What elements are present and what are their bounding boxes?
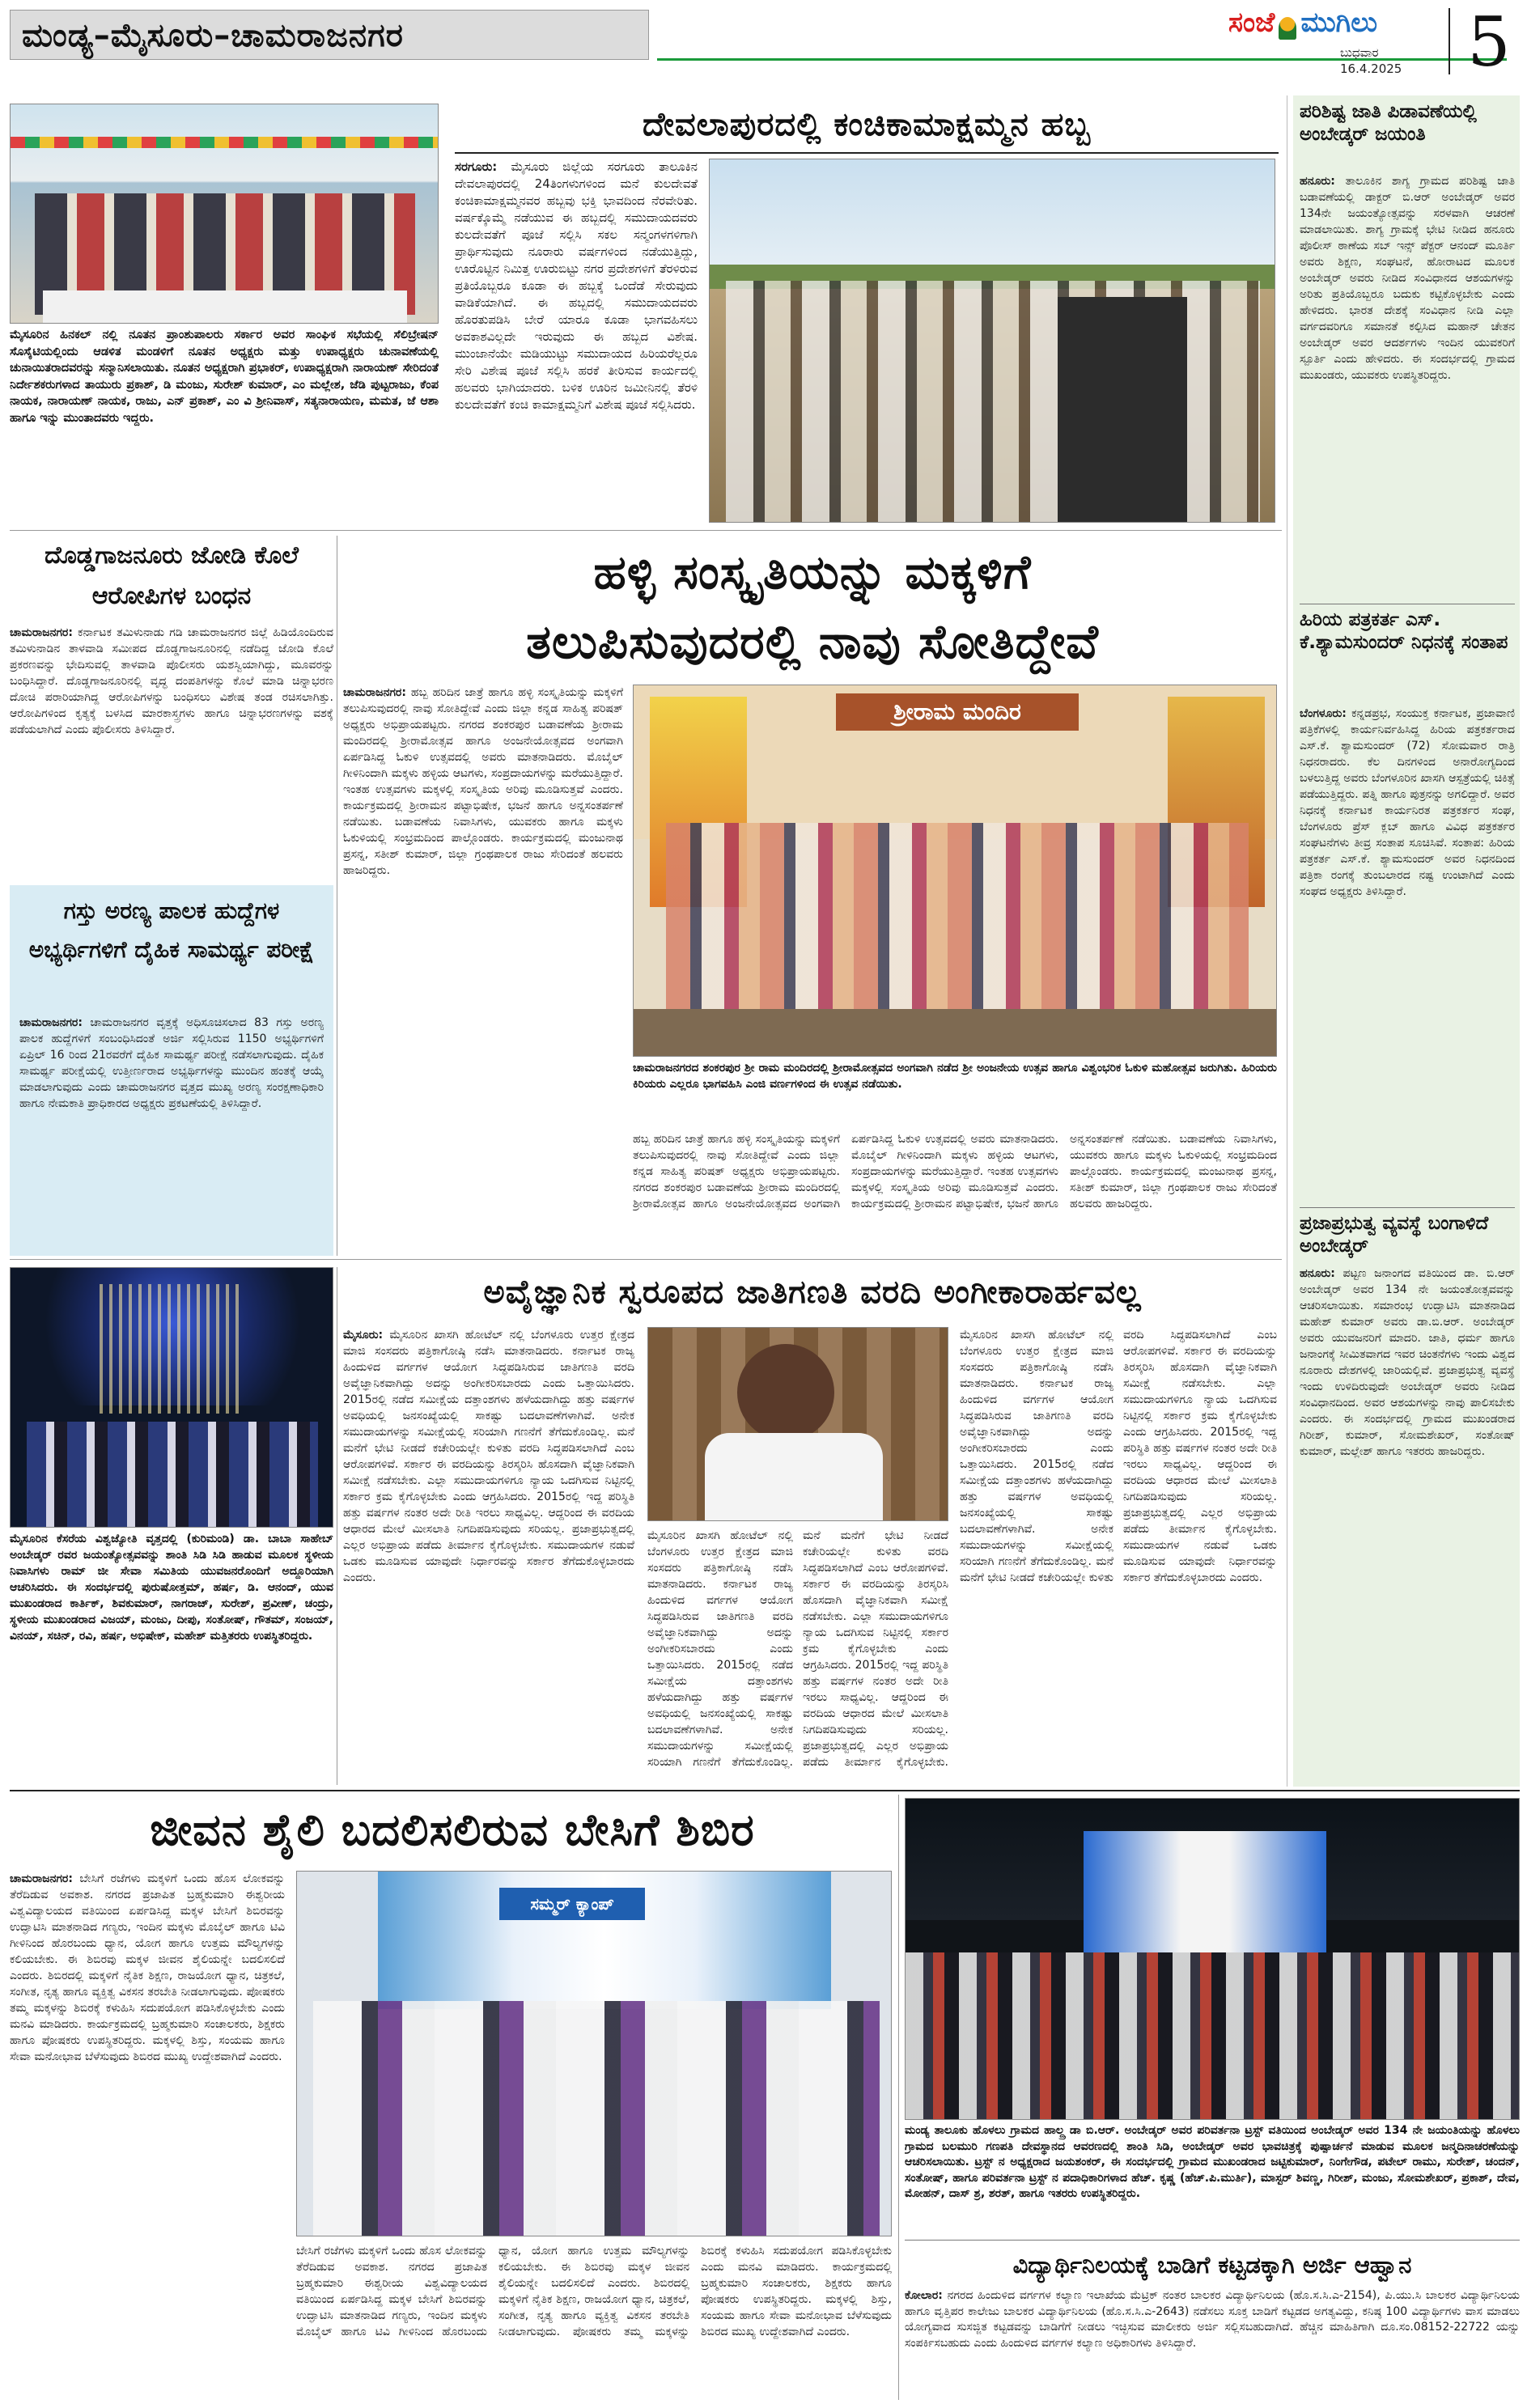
section-title: ಮಂಡ್ಯ–ಮೈಸೂರು–ಚಾಮರಾಜನಗರ: [22, 17, 404, 54]
temple-sign: ಶ್ರೀರಾಮ ಮಂದಿರ: [836, 693, 1079, 731]
village-culture-headline-line2: ತಲುಪಿಸುವುದರಲ್ಲಿ ನಾವು ಸೋತಿದ್ದೇವೆ: [526, 614, 1099, 669]
page-number: 5: [1467, 3, 1511, 81]
arrest-body: [10, 625, 333, 880]
photo-okuli-festival: [633, 685, 1277, 1057]
hostel-dateline: ಕೋಲಾರ:: [905, 2289, 943, 2302]
forest-guard-dateline: ಚಾಮರಾಜನಗರ:: [19, 1016, 83, 1029]
village-culture-headline-line1: ಹಳ್ಳಿ ಸಂಸ್ಕೃತಿಯನ್ನು ಮಕ್ಕಳಿಗೆ: [593, 545, 1032, 600]
vishwajyothi-caption: ಮೈಸೂರಿನ ಕೆಸರೆಯ ವಿಶ್ವಜ್ಯೋತಿ ವೃತ್ತದಲ್ಲಿ (ಕುರಿಮಂಡಿ) ಡಾ. ಬಾಬಾ ಸಾಹೇಬ್ ಅಂಬೇಡ್ಕರ್ ರವರ ಜಯಂತ್ಯೋತ್ಸವವನ್ನು ಶಾಂತಿ ಸಿಡಿ ಸಿಡಿ ಹಾಡುವ ಮೂಲಕ ಸ್ಥಳೀಯ ನಿವಾಸಿಗಳು ರಾಮ್ ಜೀ ಸೇವಾ ಸಮಿತಿಯ ಯುವಜನರೊಂದಿಗೆ ಅದ್ದೂರಿಯಾಗಿ ಆಚರಿಸಿದರು. ಈ ಸಂದರ್ಭದಲ್ಲಿ ಪುರುಷೋತ್ತಮ್, ಹರ್ಷ, ಡಿ. ಆನಂದ್, ಯುವ ಮುಖಂಡರಾದ ಕಾರ್ತಿಕ್, ಶಿವಕುಮಾರ್, ನಾಗರಾಜ್, ಸುರೇಶ್, ಪ್ರವೀಣ್, ಚಂದ್ರು, ಸ್ಥಳೀಯ ಮುಖಂಡರಾದ ವಿಜಯ್, ಮಂಜು, ದೀಪು, ಸಂತೋಷ್, ಗೌತಮ್, ಸಂಜಯ್, ವಿನಯ್, ಸಚಿನ್, ರವಿ, ಹರ್ಷ, ಅಭಿಷೇಕ್, ಮಹೇಶ್ ಮತ್ತಿತರರು ಉಪಸ್ಥಿತರಿದ್ದರು.: [10, 1533, 333, 1643]
photo-former-mp: [647, 1327, 948, 1521]
forest-guard-text: ಚಾಮರಾಜನಗರ ವೃತ್ತಕ್ಕೆ ಅಧಿಸೂಚಿಸಲಾದ 83 ಗಸ್ತು ಅರಣ್ಯ ಪಾಲಕ ಹುದ್ದೆಗಳಿಗೆ ಸಂಬಂಧಿಸಿದಂತೆ ಅರ್ಜಿ ಸಲ್ಲಿಸಿರುವ 1150 ಅಭ್ಯರ್ಥಿಗಳಿಗೆ ಏಪ್ರಿಲ್ 16 ರಿಂದ 21ರವರೆಗೆ ದೈಹಿಕ ಸಾಮರ್ಥ್ಯ ಪರೀಕ್ಷೆ ನಡೆಸಲಾಗುವುದು. ದೈಹಿಕ ಸಾಮರ್ಥ್ಯ ಪರೀಕ್ಷೆಯಲ್ಲಿ ಉತ್ತೀರ್ಣರಾದ ಅಭ್ಯರ್ಥಿಗಳನ್ನು ಮುಂದಿನ ಹಂತಕ್ಕೆ ಆಯ್ಕೆ ಮಾಡಲಾಗುವುದು ಎಂದು ಚಾಮರಾಜನಗರ ವೃತ್ತದ ಮುಖ್ಯ ಅರಣ್ಯ ಸಂರಕ್ಷಣಾಧಿಕಾರಿ ಹಾಗೂ ನೇಮಕಾತಿ ಪ್ರಾಧಿಕಾರದ ಅಧ್ಯಕ್ಷರು ಪ್ರಕಟಣೆಯಲ್ಲಿ ತಿಳಿಸಿದ್ದಾರೆ.: [19, 1016, 324, 1110]
forest-guard-box: [10, 885, 333, 1256]
row4-divider: [898, 1795, 899, 2400]
photo-cricket-caption: ಮೈಸೂರಿನ ಹಿನಕಲ್ ನಲ್ಲಿ ನೂತನ ಪ್ರಾಂಶುಪಾಲರು ಸರ್ಕಾರ ಅವರ ಸಾಂಘಿಕ ಸಭೆಯಲ್ಲಿ ಸೆಲಿಬ್ರೇಷನ್ ಸೊಸೈಟಿಯಲ್ಲಿಂದು ಆಡಳಿತ ಮಂಡಳಿಗೆ ನೂತನ ಅಧ್ಯಕ್ಷರು ಮತ್ತು ಉಪಾಧ್ಯಕ್ಷರು ಚುನಾವಣೆಯಲ್ಲಿ ಚುನಾಯಿತರಾದವರನ್ನು ಸನ್ಮಾನಿಸಲಾಯಿತು. ನೂತನ ಅಧ್ಯಕ್ಷರಾಗಿ ಪ್ರಭಾಕರ್, ಉಪಾಧ್ಯಕ್ಷರಾಗಿ ನಾರಾಯಣ್ ಸೇರಿದಂತೆ ನಿರ್ದೇಶಕರುಗಳಾದ ತಾಯುರು ಪ್ರಕಾಶ್, ಡಿ ಮಂಜು, ಸುರೇಶ್ ಕುಮಾರ್, ಎಂ ಮಲ್ಲೇಶ, ಜೆಡಿ ಪುಟ್ಟರಾಜು, ಕೆಂಪ ನಾಯಕ, ನಾರಾಯಣ್ ನಾಯಕ, ರಾಜು, ಎನ್ ಪ್ರಕಾಶ್, ಎಂ ವಿ ಶ್ರೀನಿವಾಸ್, ಸತ್ಯನಾರಾಯಣ, ಮಮತ, ಜೆ ಆಶಾ ಹಾಗೂ ಇನ್ನು ಮುಂತಾದವರು ಇದ್ದರು.: [10, 329, 439, 425]
caste-census-text: ಮೈಸೂರಿನ ಖಾಸಗಿ ಹೋಟೆಲ್ ನಲ್ಲಿ ಬೆಂಗಳೂರು ಉತ್ತರ ಕ್ಷೇತ್ರದ ಮಾಜಿ ಸಂಸದರು ಪತ್ರಿಕಾಗೋಷ್ಠಿ ನಡೆಸಿ ಮಾತನಾಡಿದರು. ಕರ್ನಾಟಕ ರಾಜ್ಯ ಹಿಂದುಳಿದ ವರ್ಗಗಳ ಆಯೋಗ ಸಿದ್ಧಪಡಿಸಿರುವ ಜಾತಿಗಣತಿ ವರದಿ ಅವೈಜ್ಞಾನಿಕವಾಗಿದ್ದು ಅದನ್ನು ಅಂಗೀಕರಿಸಬಾರದು ಎಂದು ಒತ್ತಾಯಿಸಿದರು. 2015ರಲ್ಲಿ ನಡೆದ ಸಮೀಕ್ಷೆಯ ದತ್ತಾಂಶಗಳು ಹಳೆಯದಾಗಿದ್ದು ಹತ್ತು ವರ್ಷಗಳ ಅವಧಿಯಲ್ಲಿ ಜನಸಂಖ್ಯೆಯಲ್ಲಿ ಸಾಕಷ್ಟು ಬದಲಾವಣೆಗಳಾಗಿವೆ. ಅನೇಕ ಸಮುದಾಯಗಳನ್ನು ಸಮೀಕ್ಷೆಯಲ್ಲಿ ಸರಿಯಾಗಿ ಗಣನೆಗೆ ತೆಗೆದುಕೊಂಡಿಲ್ಲ. ಮನೆ ಮನೆಗೆ ಭೇಟಿ ನೀಡದೆ ಕಚೇರಿಯಲ್ಲೇ ಕುಳಿತು ವರದಿ ಸಿದ್ಧಪಡಿಸಲಾಗಿದೆ ಎಂಬ ಆರೋಪಗಳಿವೆ. ಸರ್ಕಾರ ಈ ವರದಿಯನ್ನು ತಿರಸ್ಕರಿಸಿ ಹೊಸದಾಗಿ ವೈಜ್ಞಾನಿಕವಾಗಿ ಸಮೀಕ್ಷೆ ನಡೆಸಬೇಕು. ಎಲ್ಲಾ ಸಮುದಾಯಗಳಿಗೂ ನ್ಯಾಯ ಒದಗಿಸುವ ನಿಟ್ಟಿನಲ್ಲಿ ಸರ್ಕಾರ ಕ್ರಮ ಕೈಗೊಳ್ಳಬೇಕು ಎಂದು ಆಗ್ರಹಿಸಿದರು. 2015ರಲ್ಲಿ ಇದ್ದ ಪರಿಸ್ಥಿತಿ ಹತ್ತು ವರ್ಷಗಳ ನಂತರ ಅದೇ ರೀತಿ ಇರಲು ಸಾಧ್ಯವಿಲ್ಲ. ಆದ್ದರಿಂದ ಈ ವರದಿಯ ಆಧಾರದ ಮೇಲೆ ಮೀಸಲಾತಿ ನಿಗದಿಪಡಿಸುವುದು ಸರಿಯಲ್ಲ. ಪ್ರಜಾಪ್ರಭುತ್ವದಲ್ಲಿ ಎಲ್ಲರ ಅಭಿಪ್ರಾಯ ಪಡೆದು ತೀರ್ಮಾನ ಕೈಗೊಳ್ಳಬೇಕು. ಸಮುದಾಯಗಳ ನಡುವೆ ಒಡಕು ಮೂಡಿಸುವ ಯಾವುದೇ ನಿರ್ಧಾರವನ್ನು ಸರ್ಕಾರ ತೆಗೆದುಕೊಳ್ಳಬಾರದು ಎಂದರು.: [343, 1329, 634, 1584]
hostel-text: ನಗರದ ಹಿಂದುಳಿದ ವರ್ಗಗಳ ಕಲ್ಯಾಣ ಇಲಾಖೆಯ ಮೆಟ್ರಿಕ್ ನಂತರ ಬಾಲಕರ ವಿದ್ಯಾರ್ಥಿನಿಲಯ (ಹೊ.ಸ.ಸಿ.ಎ-2154), ಪಿ.ಯು.ಸಿ ಬಾಲಕರ ವಿದ್ಯಾರ್ಥಿನಿಲಯ ಹಾಗೂ ವೃತ್ತಿಪರ ಕಾಲೇಜು ಬಾಲಕರ ವಿದ್ಯಾರ್ಥಿನಿಲಯ (ಹೊ.ಸ.ಸಿ.ಎ-2643) ನಡೆಸಲು ಸೂಕ್ತ ಬಾಡಿಗೆ ಕಟ್ಟಡದ ಅಗತ್ಯವಿದ್ದು, ಕನಿಷ್ಠ 100 ವಿದ್ಯಾರ್ಥಿಗಳು ವಾಸ ಮಾಡಲು ಯೋಗ್ಯವಾದ ಸುಸಜ್ಜಿತ ಕಟ್ಟಡವನ್ನು ಬಾಡಿಗೆಗೆ ನೀಡಲು ಇಚ್ಛಿಸುವ ಮಾಲೀಕರು ಅರ್ಜಿ ಸಲ್ಲಿಸಬಹುದಾಗಿದೆ. ಹೆಚ್ಚಿನ ಮಾಹಿತಿಗಾಗಿ ದೂ.ಸಂ.08152-22722 ಯನ್ನು ಸಂಪರ್ಕಿಸಬಹುದು ಎಂದು ಹಿಂದುಳಿದ ವರ್ಗಗಳ ಕಲ್ಯಾಣ ಅಧಿಕಾರಿಗಳು ತಿಳಿಸಿದ್ದಾರೆ.: [905, 2289, 1520, 2350]
forest-guard-headline: ಗಸ್ತು ಅರಣ್ಯ ಪಾಲಕ ಹುದ್ದೆಗಳ ಅಭ್ಯರ್ಥಿಗಳಿಗೆ ದೈಹಿಕ ಸಾಮರ್ಥ್ಯ ಪರೀಕ್ಷೆ: [28, 897, 315, 963]
caste-census-col1: [343, 1327, 634, 1783]
holalu-caption: ಮಂಡ್ಯ ತಾಲೂಕು ಹೊಳಲು ಗ್ರಾಮದ ಹಾಲ್ದ್ರ ಡಾ ಬಿ.ಆರ್. ಅಂಬೇಡ್ಕರ್ ಅವರ ಪರಿವರ್ತನಾ ಟ್ರಸ್ಟ್ ವತಿಯಿಂದ ಅಂಬೇಡ್ಕರ್ ಅವರ 134 ನೇ ಜಯಂತಿಯನ್ನು ಹೊಳಲು ಗ್ರಾಮದ ಬಲಮುರಿ ಗಣಪತಿ ದೇವಸ್ಥಾನದ ಆವರಣದಲ್ಲಿ ಶಾಂತಿ ಸಿಡಿ, ಅಂಬೇಡ್ಕರ್ ಅವರ ಭಾವಚಿತ್ರಕ್ಕೆ ಪುಷ್ಪಾರ್ಚನೆ ಮಾಡುವ ಮೂಲಕ ಜನ್ಮದಿನಾಚರಣೆಯನ್ನು ಆಚರಿಸಲಾಯಿತು. ಟ್ರಸ್ಟ್ ನ ಅಧ್ಯಕ್ಷರಾದ ಜಯಶಂಕರ್, ಈ ಸಂದರ್ಭದಲ್ಲಿ ಗ್ರಾಮದ ಮುಖಂಡರಾದ ಜಟ್ಟಿಕುಮಾರ್, ನಿಂಗೇಗೌಡ, ಪಟೇಲ್ ರಾಮು, ಸುರೇಶ್, ಚಂದನ್, ಸಂತೋಷ್, ಹಾಗೂ ಪರಿವರ್ತನಾ ಟ್ರಸ್ಟ್ ನ ಪದಾಧಿಕಾರಿಗಳಾದ ಹೆಚ್. ಕೃಷ್ಣ (ಹೆಚ್.ಪಿ.ಮುರ್ತಿ), ಮಾಸ್ಟರ್ ಶಿವಣ್ಣ, ಗಿರೀಶ್, ಮಂಜು, ಸೋಮಶೇಖರ್, ಪ್ರಕಾಶ್, ದೇವ, ಮೋಹನ್, ದಾಸ್ ಶ್ರ, ಶರತ್, ಹಾಗೂ ಇತರರು ಉಪಸ್ಥಿತರಿದ್ದರು.: [905, 2124, 1520, 2200]
prajaprabhutva-headline: ಪ್ರಜಾಪ್ರಭುತ್ವ ವ್ಯವಸ್ಥೆ ಬಂಗಾಳಿದೆ ಅಂಬೇಡ್ಕರ್: [1300, 1213, 1489, 1257]
hostel-body: [905, 2288, 1520, 2400]
village-culture-continued: [633, 1131, 1277, 1251]
shyamasundar-headline: ಹಿರಿಯ ಪತ್ರಕರ್ತ ಎಸ್. ಕೆ.ಶ್ಯಾಮಸುಂದರ್ ನಿಧನಕ್ಕೆ ಸಂತಾಪ: [1300, 609, 1508, 653]
summer-camp-col2: [296, 2243, 892, 2398]
photo-holalu-ambedkar: [905, 1798, 1520, 2120]
village-culture-text: ಹಬ್ಬ ಹರಿದಿನ ಜಾತ್ರೆ ಹಾಗೂ ಹಳ್ಳಿ ಸಂಸ್ಕೃತಿಯನ್ನು ಮಕ್ಕಳಿಗೆ ತಲುಪಿಸುವುದರಲ್ಲಿ ನಾವು ಸೋತಿದ್ದೇವೆ ಎಂದು ಜಿಲ್ಲಾ ಕನ್ನಡ ಸಾಹಿತ್ಯ ಪರಿಷತ್ ಅಧ್ಯಕ್ಷರು ಅಭಿಪ್ರಾಯಪಟ್ಟರು. ನಗರದ ಶಂಕರಪುರ ಬಡಾವಣೆಯ ಶ್ರೀರಾಮ ಮಂದಿರದಲ್ಲಿ ಶ್ರೀರಾಮೋತ್ಸವ ಹಾಗೂ ಅಂಜನೇಯೋತ್ಸವದ ಅಂಗವಾಗಿ ಏರ್ಪಡಿಸಿದ್ದ ಓಕುಳಿ ಉತ್ಸವದಲ್ಲಿ ಅವರು ಮಾತನಾಡಿದರು. ಮೊಬೈಲ್ ಗೀಳಿನಿಂದಾಗಿ ಮಕ್ಕಳು ಹಳ್ಳಿಯ ಆಟಗಳು, ಸಂಪ್ರದಾಯಗಳನ್ನು ಮರೆಯುತ್ತಿದ್ದಾರೆ. ಇಂತಹ ಉತ್ಸವಗಳು ಮಕ್ಕಳಲ್ಲಿ ಸಂಸ್ಕೃತಿಯ ಅರಿವು ಮೂಡಿಸುತ್ತವೆ ಎಂದರು. ಕಾರ್ಯಕ್ರಮದಲ್ಲಿ ಶ್ರೀರಾಮನ ಪಟ್ಟಾಭಿಷೇಕ, ಭಜನೆ ಹಾಗೂ ಅನ್ನಸಂತರ್ಪಣೆ ನಡೆಯಿತು. ಬಡಾವಣೆಯ ನಿವಾಸಿಗಳು, ಯುವಕರು ಹಾಗೂ ಮಕ್ಕಳು ಓಕುಳಿಯಲ್ಲಿ ಸಂಭ್ರಮದಿಂದ ಪಾಲ್ಗೊಂಡರು. ಕಾರ್ಯಕ್ರಮದಲ್ಲಿ ಮಂಜುನಾಥ ಪ್ರಸನ್ನ, ಸತೀಶ್ ಕುಮಾರ್, ಜಿಲ್ಲಾ ಗ್ರಂಥಪಾಲಕ ರಾಜು ಸೇರಿದಂತೆ ಹಲವರು ಹಾಜರಿದ್ದರು.: [343, 686, 623, 877]
issue-weekday: ಬುಧವಾರ: [1340, 45, 1379, 60]
ambedkar-jayanti-text: ತಾಲೂಕಿನ ಶಾಗ್ಯ ಗ್ರಾಮದ ಪರಿಶಿಷ್ಟ ಜಾತಿ ಬಡಾವಣೆಯಲ್ಲಿ ಡಾಕ್ಟರ್ ಬಿ.ಆರ್ ಅಂಬೇಡ್ಕರ್ ಅವರ 134ನೇ ಜಯಂತ್ಯೋತ್ಸವನ್ನು ಸರಳವಾಗಿ ಆಚರಣೆ ಮಾಡಲಾಯಿತು. ಶಾಗ್ಯ ಗ್ರಾಮಕ್ಕೆ ಭೇಟಿ ನೀಡಿದ ಹನೂರು ಪೊಲೀಸ್ ಠಾಣೆಯ ಸಬ್ ಇನ್ಸ್ ಪೆಕ್ಟರ್ ಆನಂದ್ ಮೂರ್ತಿ ಅವರು ಶಿಕ್ಷಣ, ಸಂಘಟನೆ, ಹೋರಾಟದ ಮೂಲಕ ಅಂಬೇಡ್ಕರ್ ಅವರು ನೀಡಿದ ಸಂವಿಧಾನದ ಆಶಯಗಳನ್ನು ಅರಿತು ಪ್ರತಿಯೊಬ್ಬರೂ ಬದುಕು ಕಟ್ಟಿಕೊಳ್ಳಬೇಕು ಎಂದು ಹೇಳಿದರು. ಭಾರತ ದೇಶಕ್ಕೆ ಸಂವಿಧಾನ ನೀಡಿ ಎಲ್ಲಾ ವರ್ಗದವರಿಗೂ ಸಮಾನತೆ ಕಲ್ಪಿಸಿದ ಮಹಾನ್ ಚೇತನ ಅಂಬೇಡ್ಕರ್ ಅವರ ಆದರ್ಶಗಳು ಇಂದಿನ ಯುವಕರಿಗೆ ಸ್ಪೂರ್ತಿ ಎಂದು ಹೇಳಿದರು. ಈ ಸಂದರ್ಭದಲ್ಲಿ ಗ್ರಾಮದ ಮುಖಂಡರು, ಯುವಕರು ಉಪಸ್ಥಿತರಿದ್ದರು.: [1300, 175, 1515, 382]
village-culture-text-continued: ಹಬ್ಬ ಹರಿದಿನ ಜಾತ್ರೆ ಹಾಗೂ ಹಳ್ಳಿ ಸಂಸ್ಕೃತಿಯನ್ನು ಮಕ್ಕಳಿಗೆ ತಲುಪಿಸುವುದರಲ್ಲಿ ನಾವು ಸೋತಿದ್ದೇವೆ ಎಂದು ಜಿಲ್ಲಾ ಕನ್ನಡ ಸಾಹಿತ್ಯ ಪರಿಷತ್ ಅಧ್ಯಕ್ಷರು ಅಭಿಪ್ರಾಯಪಟ್ಟರು. ನಗರದ ಶಂಕರಪುರ ಬಡಾವಣೆಯ ಶ್ರೀರಾಮ ಮಂದಿರದಲ್ಲಿ ಶ್ರೀರಾಮೋತ್ಸವ ಹಾಗೂ ಅಂಜನೇಯೋತ್ಸವದ ಅಂಗವಾಗಿ ಏರ್ಪಡಿಸಿದ್ದ ಓಕುಳಿ ಉತ್ಸವದಲ್ಲಿ ಅವರು ಮಾತನಾಡಿದರು. ಮೊಬೈಲ್ ಗೀಳಿನಿಂದಾಗಿ ಮಕ್ಕಳು ಹಳ್ಳಿಯ ಆಟಗಳು, ಸಂಪ್ರದಾಯಗಳನ್ನು ಮರೆಯುತ್ತಿದ್ದಾರೆ. ಇಂತಹ ಉತ್ಸವಗಳು ಮಕ್ಕಳಲ್ಲಿ ಸಂಸ್ಕೃತಿಯ ಅರಿವು ಮೂಡಿಸುತ್ತವೆ ಎಂದರು. ಕಾರ್ಯಕ್ರಮದಲ್ಲಿ ಶ್ರೀರಾಮನ ಪಟ್ಟಾಭಿಷೇಕ, ಭಜನೆ ಹಾಗೂ ಅನ್ನಸಂತರ್ಪಣೆ ನಡೆಯಿತು. ಬಡಾವಣೆಯ ನಿವಾಸಿಗಳು, ಯುವಕರು ಹಾಗೂ ಮಕ್ಕಳು ಓಕುಳಿಯಲ್ಲಿ ಸಂಭ್ರಮದಿಂದ ಪಾಲ್ಗೊಂಡರು. ಕಾರ್ಯಕ್ರಮದಲ್ಲಿ ಮಂಜುನಾಥ ಪ್ರಸನ್ನ, ಸತೀಶ್ ಕುಮಾರ್, ಜಿಲ್ಲಾ ಗ್ರಂಥಪಾಲಕ ರಾಜು ಸೇರಿದಂತೆ ಹಲವರು ಹಾಜರಿದ್ದರು.: [633, 1133, 1277, 1210]
hostel-headline: ವಿದ್ಯಾರ್ಥಿನಿಲಯಕ್ಕೆ ಬಾಡಿಗೆ ಕಟ್ಟಡಕ್ಕಾಗಿ ಅರ್ಜಿ ಆಹ್ವಾನ: [1012, 2251, 1412, 2279]
kanchikamakshi-body: [455, 159, 698, 526]
shyamasundar-text: ಕನ್ನಡಪ್ರಭ, ಸಂಯುಕ್ತ ಕರ್ನಾಟಕ, ಪ್ರಜಾವಾಣಿ ಪತ್ರಿಕೆಗಳಲ್ಲಿ ಕಾರ್ಯನಿರ್ವಹಿಸಿದ್ದ ಹಿರಿಯ ಪತ್ರಕರ್ತರಾದ ಎಸ್.ಕೆ. ಶ್ಯಾಮಸುಂದರ್ (72) ಸೋಮವಾರ ರಾತ್ರಿ ನಿಧನರಾದರು. ಕೆಲ ದಿನಗಳಿಂದ ಅನಾರೋಗ್ಯದಿಂದ ಬಳಲುತ್ತಿದ್ದ ಅವರು ಬೆಂಗಳೂರಿನ ಖಾಸಗಿ ಆಸ್ಪತ್ರೆಯಲ್ಲಿ ಚಿಕಿತ್ಸೆ ಪಡೆಯುತ್ತಿದ್ದರು. ಪತ್ನಿ ಹಾಗೂ ಪುತ್ರನನ್ನು ಅಗಲಿದ್ದಾರೆ. ಅವರ ನಿಧನಕ್ಕೆ ಕರ್ನಾಟಕ ಕಾರ್ಯನಿರತ ಪತ್ರಕರ್ತರ ಸಂಘ, ಬೆಂಗಳೂರು ಪ್ರೆಸ್ ಕ್ಲಬ್ ಹಾಗೂ ವಿವಿಧ ಪತ್ರಕರ್ತರ ಸಂಘಟನೆಗಳು ತೀವ್ರ ಸಂತಾಪ ಸೂಚಿಸಿವೆ. ಸಂತಾಪ: ಹಿರಿಯ ಪತ್ರಕರ್ತ ಎಸ್.ಕೆ. ಶ್ಯಾಮಸುಂದರ್ ಅವರ ನಿಧನದಿಂದ ಪತ್ರಿಕಾ ರಂಗಕ್ಕೆ ತುಂಬಲಾರದ ನಷ್ಟ ಉಂಟಾಗಿದೆ ಎಂದು ಸಂಘದ ಅಧ್ಯಕ್ಷರು ತಿಳಿಸಿದ್ದಾರೆ.: [1300, 707, 1515, 898]
palm-logo-icon: [1279, 17, 1296, 40]
summer-camp-headline: ಜೀವನ ಶೈಲಿ ಬದಲಿಸಲಿರುವ ಬೇಸಿಗೆ ಶಿಬಿರ: [150, 1804, 755, 1855]
prajaprabhutva-body: [1300, 1265, 1515, 1780]
ambedkar-jayanti-dateline: ಹನೂರು:: [1300, 175, 1335, 188]
okuli-photo-caption: ಚಾಮರಾಜನಗರದ ಶಂಕರಪುರ ಶ್ರೀ ರಾಮ ಮಂದಿರದಲ್ಲಿ ಶ್ರೀರಾಮೋತ್ಸವದ ಅಂಗವಾಗಿ ನಡೆದ ಶ್ರೀ ಅಂಜನೇಯ ಉತ್ಸವ ಹಾಗೂ ವಿಶ್ವಂಭರಿಕ ಓಕುಳಿ ಮಹೋತ್ಸವ ಜರುಗಿತು. ಹಿರಿಯರು ಕಿರಿಯರು ಎಲ್ಲರೂ ಭಾಗವಹಿಸಿ ಎಂಜಿ ವರ್ಣಗಳಿಂದ ಈ ಉತ್ಸವ ನಡೆಯಿತು.: [633, 1062, 1277, 1091]
summer-camp-dateline: ಚಾಮರಾಜನಗರ:: [10, 1872, 73, 1885]
photo-summer-camp: [296, 1871, 892, 2236]
kanchikamakshi-headline: ದೇವಲಾಪುರದಲ್ಲಿ ಕಂಚಿಕಾಮಾಕ್ಷಮ್ಮನ ಹಬ್ಬ: [455, 95, 1279, 154]
arrest-dateline: ಚಾಮರಾಜನಗರ:: [10, 626, 73, 639]
summer-camp-text-2: ಬೇಸಿಗೆ ರಜೆಗಳು ಮಕ್ಕಳಿಗೆ ಒಂದು ಹೊಸ ಲೋಕವನ್ನು ತೆರೆದಿಡುವ ಅವಕಾಶ. ನಗರದ ಪ್ರಜಾಪಿತ ಬ್ರಹ್ಮಕುಮಾರಿ ಈಶ್ವರೀಯ ವಿಶ್ವವಿದ್ಯಾಲಯದ ವತಿಯಿಂದ ಏರ್ಪಡಿಸಿದ್ದ ಮಕ್ಕಳ ಬೇಸಿಗೆ ಶಿಬಿರವನ್ನು ಉದ್ಘಾಟಿಸಿ ಮಾತನಾಡಿದ ಗಣ್ಯರು, ಇಂದಿನ ಮಕ್ಕಳು ಮೊಬೈಲ್ ಹಾಗೂ ಟಿವಿ ಗೀಳಿನಿಂದ ಹೊರಬಂದು ಧ್ಯಾನ, ಯೋಗ ಹಾಗೂ ಉತ್ತಮ ಮೌಲ್ಯಗಳನ್ನು ಕಲಿಯಬೇಕು. ಈ ಶಿಬಿರವು ಮಕ್ಕಳ ಜೀವನ ಶೈಲಿಯನ್ನೇ ಬದಲಿಸಲಿದೆ ಎಂದರು. ಶಿಬಿರದಲ್ಲಿ ಮಕ್ಕಳಿಗೆ ನೈತಿಕ ಶಿಕ್ಷಣ, ರಾಜಯೋಗ ಧ್ಯಾನ, ಚಿತ್ರಕಲೆ, ಸಂಗೀತ, ನೃತ್ಯ ಹಾಗೂ ವ್ಯಕ್ತಿತ್ವ ವಿಕಸನ ತರಬೇತಿ ನೀಡಲಾಗುವುದು. ಪೋಷಕರು ತಮ್ಮ ಮಕ್ಕಳನ್ನು ಶಿಬಿರಕ್ಕೆ ಕಳುಹಿಸಿ ಸದುಪಯೋಗ ಪಡಿಸಿಕೊಳ್ಳಬೇಕು ಎಂದು ಮನವಿ ಮಾಡಿದರು. ಕಾರ್ಯಕ್ರಮದಲ್ಲಿ ಬ್ರಹ್ಮಕುಮಾರಿ ಸಂಚಾಲಕರು, ಶಿಕ್ಷಕರು ಹಾಗೂ ಪೋಷಕರು ಉಪಸ್ಥಿತರಿದ್ದರು. ಮಕ್ಕಳಲ್ಲಿ ಶಿಸ್ತು, ಸಂಯಮ ಹಾಗೂ ಸೇವಾ ಮನೋಭಾವ ಬೆಳೆಸುವುದು ಶಿಬಿರದ ಮುಖ್ಯ ಉದ್ದೇಶವಾಗಿದೆ ಎಂದರು.: [296, 2245, 892, 2338]
arrest-headline: ದೊಡ್ಡಗಾಜನೂರು ಜೋಡಿ ಕೊಲೆ ಆರೋಪಿಗಳ ಬಂಧನ: [45, 541, 299, 610]
row2-rule: [10, 1259, 1282, 1260]
paper-name-sanje: ಸಂಜೆ: [1228, 6, 1275, 39]
caste-census-col2: [647, 1528, 948, 1783]
photo-vishwajyothi-circle: [10, 1267, 333, 1528]
photo-cricket-society: [10, 104, 439, 324]
ambedkar-jayanti-headline: ಪರಿಶಿಷ್ಟ ಜಾತಿ ಪಿಡಾವಣೆಯಲ್ಲಿ ಅಂಬೇಡ್ಕರ್ ಜಯಂತಿ: [1300, 101, 1477, 145]
photo-kanchikamakshi-festival: [709, 159, 1275, 523]
row3-rule: [10, 1790, 1520, 1791]
summer-camp-col1: [10, 1871, 285, 2398]
caste-census-text-3: ಮೈಸೂರಿನ ಖಾಸಗಿ ಹೋಟೆಲ್ ನಲ್ಲಿ ಬೆಂಗಳೂರು ಉತ್ತರ ಕ್ಷೇತ್ರದ ಮಾಜಿ ಸಂಸದರು ಪತ್ರಿಕಾಗೋಷ್ಠಿ ನಡೆಸಿ ಮಾತನಾಡಿದರು. ಕರ್ನಾಟಕ ರಾಜ್ಯ ಹಿಂದುಳಿದ ವರ್ಗಗಳ ಆಯೋಗ ಸಿದ್ಧಪಡಿಸಿರುವ ಜಾತಿಗಣತಿ ವರದಿ ಅವೈಜ್ಞಾನಿಕವಾಗಿದ್ದು ಅದನ್ನು ಅಂಗೀಕರಿಸಬಾರದು ಎಂದು ಒತ್ತಾಯಿಸಿದರು. 2015ರಲ್ಲಿ ನಡೆದ ಸಮೀಕ್ಷೆಯ ದತ್ತಾಂಶಗಳು ಹಳೆಯದಾಗಿದ್ದು ಹತ್ತು ವರ್ಷಗಳ ಅವಧಿಯಲ್ಲಿ ಜನಸಂಖ್ಯೆಯಲ್ಲಿ ಸಾಕಷ್ಟು ಬದಲಾವಣೆಗಳಾಗಿವೆ. ಅನೇಕ ಸಮುದಾಯಗಳನ್ನು ಸಮೀಕ್ಷೆಯಲ್ಲಿ ಸರಿಯಾಗಿ ಗಣನೆಗೆ ತೆಗೆದುಕೊಂಡಿಲ್ಲ. ಮನೆ ಮನೆಗೆ ಭೇಟಿ ನೀಡದೆ ಕಚೇರಿಯಲ್ಲೇ ಕುಳಿತು ವರದಿ ಸಿದ್ಧಪಡಿಸಲಾಗಿದೆ ಎಂಬ ಆರೋಪಗಳಿವೆ. ಸರ್ಕಾರ ಈ ವರದಿಯನ್ನು ತಿರಸ್ಕರಿಸಿ ಹೊಸದಾಗಿ ವೈಜ್ಞಾನಿಕವಾಗಿ ಸಮೀಕ್ಷೆ ನಡೆಸಬೇಕು. ಎಲ್ಲಾ ಸಮುದಾಯಗಳಿಗೂ ನ್ಯಾಯ ಒದಗಿಸುವ ನಿಟ್ಟಿನಲ್ಲಿ ಸರ್ಕಾರ ಕ್ರಮ ಕೈಗೊಳ್ಳಬೇಕು ಎಂದು ಆಗ್ರಹಿಸಿದರು. 2015ರಲ್ಲಿ ಇದ್ದ ಪರಿಸ್ಥಿತಿ ಹತ್ತು ವರ್ಷಗಳ ನಂತರ ಅದೇ ರೀತಿ ಇರಲು ಸಾಧ್ಯವಿಲ್ಲ. ಆದ್ದರಿಂದ ಈ ವರದಿಯ ಆಧಾರದ ಮೇಲೆ ಮೀಸಲಾತಿ ನಿಗದಿಪಡಿಸುವುದು ಸರಿಯಲ್ಲ. ಪ್ರಜಾಪ್ರಭುತ್ವದಲ್ಲಿ ಎಲ್ಲರ ಅಭಿಪ್ರಾಯ ಪಡೆದು ತೀರ್ಮಾನ ಕೈಗೊಳ್ಳಬೇಕು. ಸಮುದಾಯಗಳ ನಡುವೆ ಒಡಕು ಮೂಡಿಸುವ ಯಾವುದೇ ನಿರ್ಧಾರವನ್ನು ಸರ್ಕಾರ ತೆಗೆದುಕೊಳ್ಳಬಾರದು ಎಂದರು.: [960, 1329, 1277, 1584]
summer-camp-banner: ಸಮ್ಮರ್ ಕ್ಯಾಂಪ್: [378, 1872, 831, 2009]
section-banner: [10, 10, 649, 60]
right-rule-2: [1300, 1207, 1515, 1208]
row1-rule: [10, 530, 1282, 531]
page-number-divider: [1449, 8, 1450, 74]
kanchikamakshi-text: ಮೈಸೂರು ಜಿಲ್ಲೆಯ ಸರಗೂರು ತಾಲೂಕಿನ ದೇವಲಾಪುರದಲ್ಲಿ 24ತಿಂಗಳುಗಳಿಂದ ಮನೆ ಕುಲದೇವತೆ ಕಂಚಿಕಾಮಾಕ್ಷಮ್ಮನವರ ಹಬ್ಬವು ಭಕ್ತಿ ಭಾವದಿಂದ ನೆರವೇರಿತು. ವರ್ಷಕ್ಕೊಮ್ಮೆ ನಡೆಯುವ ಈ ಹಬ್ಬದಲ್ಲಿ ಸಮುದಾಯದವರು ಕುಲದೇವತೆಗೆ ಪೂಜೆ ಸಲ್ಲಿಸಿ ಸಕಲ ಸನ್ಮಂಗಳಗಳಿಗಾಗಿ ಪ್ರಾರ್ಥಿಸುವುದು ನೂರಾರು ವರ್ಷಗಳಿಂದ ನಡೆಯುತ್ತಿದ್ದು, ಊರೊಟ್ಟಿನ ನಿಮಿತ್ತ ಊರುಬಿಟ್ಟು ನಗರ ಪ್ರದೇಶಗಳಿಗೆ ತೆರಳಿರುವ ಪ್ರತಿಯೊಬ್ಬರೂ ಕೂಡಾ ಈ ಹಬ್ಬಕ್ಕೆ ಒಂದೆಡೆ ಸೇರುವುದು ವಾಡಿಕೆಯಾಗಿದೆ. ಈ ಹಬ್ಬದಲ್ಲಿ ಸಮುದಾಯದವರು ಹೊರತುಪಡಿಸಿ ಬೇರೆ ಯಾರೂ ಕೂಡಾ ಭಾಗವಹಿಸಲು ಅವಕಾಶವಿಲ್ಲದೇ ಇರುವುದು ಈ ಹಬ್ಬದ ವಿಶೇಷ. ಮುಂಜಾನೆಯೇ ಮಡಿಯುಟ್ಟು ಸಮುದಾಯದ ಹಿರಿಯರೆಲ್ಲರೂ ಸೇರಿ ವಿಶೇಷ ಪೂಜೆ ಸಲ್ಲಿಸಿ ಹರಕೆ ತೀರಿಸುವ ಕಾರ್ಯದಲ್ಲಿ ಹಲವರು ಭಾಗಿಯಾದರು. ಬಳಿಕ ಊರಿನ ಜಮೀನಿನಲ್ಲಿ ತೆರಳಿ ಕುಲದೇವತೆಗೆ ಕಂಚಿ ಕಾಮಾಕ್ಷಮ್ಮನಿಗೆ ವಿಶೇಷ ಪೂಜೆ ಸಲ್ಲಿಸಿದರು.: [455, 159, 698, 412]
shyamasundar-dateline: ಬೆಂಗಳೂರು:: [1300, 707, 1347, 720]
prajaprabhutva-text: ಪಟ್ಟಣ ಜನಾಂಗದ ವತಿಯಿಂದ ಡಾ. ಬಿ.ಆರ್ ಅಂಬೇಡ್ಕರ್ ಅವರ 134 ನೇ ಜಯಂತೋತ್ಸವವನ್ನು ಆಚರಿಸಲಾಯಿತು. ಸಮಾರಂಭ ಉದ್ಘಾಟಿಸಿ ಮಾತನಾಡಿದ ಮಹೇಶ್ ಕುಮಾರ್ ಅವರು ಡಾ.ಬಿ.ಆರ್. ಅಂಬೇಡ್ಕರ್ ಅವರು ಯುವಜನರಿಗೆ ಮಾದರಿ. ಜಾತಿ, ಧರ್ಮ ಹಾಗೂ ಜನಾಂಗಕ್ಕೆ ಸೀಮಿತವಾಗದ ಇವರ ಚಿಂತನೆಗಳು ಇಂದು ವಿಶ್ವದ ನೂರಾರು ದೇಶಗಳಲ್ಲಿ ಜಾರಿಯಲ್ಲಿವೆ. ಪ್ರಜಾಪ್ರಭುತ್ವ ವ್ಯವಸ್ಥೆ ಇಂದು ಉಳಿದಿರುವುದೇ ಅಂಬೇಡ್ಕರ್ ಅವರು ನೀಡಿದ ಸಂವಿಧಾನದಿಂದ. ಅವರ ಆಶಯಗಳನ್ನು ನಾವು ಪಾಲಿಸಬೇಕು ಎಂದರು. ಈ ಸಂದರ್ಭದಲ್ಲಿ ಗ್ರಾಮದ ಮುಖಂಡರಾದ ಗಿರೀಶ್, ಕುಮಾರ್, ಸೋಮಶೇಖರ್, ಸಂತೋಷ್ ಕುಮಾರ್, ಮಲ್ಲೇಶ್ ಹಾಗೂ ಇತರರು ಹಾಜರಿದ್ದರು.: [1300, 1267, 1515, 1458]
summer-camp-text: ಬೇಸಿಗೆ ರಜೆಗಳು ಮಕ್ಕಳಿಗೆ ಒಂದು ಹೊಸ ಲೋಕವನ್ನು ತೆರೆದಿಡುವ ಅವಕಾಶ. ನಗರದ ಪ್ರಜಾಪಿತ ಬ್ರಹ್ಮಕುಮಾರಿ ಈಶ್ವರೀಯ ವಿಶ್ವವಿದ್ಯಾಲಯದ ವತಿಯಿಂದ ಏರ್ಪಡಿಸಿದ್ದ ಮಕ್ಕಳ ಬೇಸಿಗೆ ಶಿಬಿರವನ್ನು ಉದ್ಘಾಟಿಸಿ ಮಾತನಾಡಿದ ಗಣ್ಯರು, ಇಂದಿನ ಮಕ್ಕಳು ಮೊಬೈಲ್ ಹಾಗೂ ಟಿವಿ ಗೀಳಿನಿಂದ ಹೊರಬಂದು ಧ್ಯಾನ, ಯೋಗ ಹಾಗೂ ಉತ್ತಮ ಮೌಲ್ಯಗಳನ್ನು ಕಲಿಯಬೇಕು. ಈ ಶಿಬಿರವು ಮಕ್ಕಳ ಜೀವನ ಶೈಲಿಯನ್ನೇ ಬದಲಿಸಲಿದೆ ಎಂದರು. ಶಿಬಿರದಲ್ಲಿ ಮಕ್ಕಳಿಗೆ ನೈತಿಕ ಶಿಕ್ಷಣ, ರಾಜಯೋಗ ಧ್ಯಾನ, ಚಿತ್ರಕಲೆ, ಸಂಗೀತ, ನೃತ್ಯ ಹಾಗೂ ವ್ಯಕ್ತಿತ್ವ ವಿಕಸನ ತರಬೇತಿ ನೀಡಲಾಗುವುದು. ಪೋಷಕರು ತಮ್ಮ ಮಕ್ಕಳನ್ನು ಶಿಬಿರಕ್ಕೆ ಕಳುಹಿಸಿ ಸದುಪಯೋಗ ಪಡಿಸಿಕೊಳ್ಳಬೇಕು ಎಂದು ಮನವಿ ಮಾಡಿದರು. ಕಾರ್ಯಕ್ರಮದಲ್ಲಿ ಬ್ರಹ್ಮಕುಮಾರಿ ಸಂಚಾಲಕರು, ಶಿಕ್ಷಕರು ಹಾಗೂ ಪೋಷಕರು ಉಪಸ್ಥಿತರಿದ್ದರು. ಮಕ್ಕಳಲ್ಲಿ ಶಿಸ್ತು, ಸಂಯಮ ಹಾಗೂ ಸೇವಾ ಮನೋಭಾವ ಬೆಳೆಸುವುದು ಶಿಬಿರದ ಮುಖ್ಯ ಉದ್ದೇಶವಾಗಿದೆ ಎಂದರು.: [10, 1872, 285, 2063]
ambedkar-jayanti-body: [1300, 173, 1515, 600]
forest-guard-body: [10, 1011, 333, 1251]
village-culture-dateline: ಚಾಮರಾಜನಗರ:: [343, 686, 406, 699]
caste-census-col3: [960, 1327, 1277, 1783]
paper-name-mugilu: ಮುಗಿಲು: [1300, 6, 1378, 39]
hostel-rule: [905, 2240, 1520, 2241]
prajaprabhutva-dateline: ಹನೂರು:: [1300, 1267, 1335, 1280]
caste-census-dateline: ಮೈಸೂರು:: [343, 1329, 384, 1342]
kanchikamakshi-dateline: ಸರಗೂರು:: [455, 159, 498, 174]
caste-census-text-2: ಮೈಸೂರಿನ ಖಾಸಗಿ ಹೋಟೆಲ್ ನಲ್ಲಿ ಬೆಂಗಳೂರು ಉತ್ತರ ಕ್ಷೇತ್ರದ ಮಾಜಿ ಸಂಸದರು ಪತ್ರಿಕಾಗೋಷ್ಠಿ ನಡೆಸಿ ಮಾತನಾಡಿದರು. ಕರ್ನಾಟಕ ರಾಜ್ಯ ಹಿಂದುಳಿದ ವರ್ಗಗಳ ಆಯೋಗ ಸಿದ್ಧಪಡಿಸಿರುವ ಜಾತಿಗಣತಿ ವರದಿ ಅವೈಜ್ಞಾನಿಕವಾಗಿದ್ದು ಅದನ್ನು ಅಂಗೀಕರಿಸಬಾರದು ಎಂದು ಒತ್ತಾಯಿಸಿದರು. 2015ರಲ್ಲಿ ನಡೆದ ಸಮೀಕ್ಷೆಯ ದತ್ತಾಂಶಗಳು ಹಳೆಯದಾಗಿದ್ದು ಹತ್ತು ವರ್ಷಗಳ ಅವಧಿಯಲ್ಲಿ ಜನಸಂಖ್ಯೆಯಲ್ಲಿ ಸಾಕಷ್ಟು ಬದಲಾವಣೆಗಳಾಗಿವೆ. ಅನೇಕ ಸಮುದಾಯಗಳನ್ನು ಸಮೀಕ್ಷೆಯಲ್ಲಿ ಸರಿಯಾಗಿ ಗಣನೆಗೆ ತೆಗೆದುಕೊಂಡಿಲ್ಲ. ಮನೆ ಮನೆಗೆ ಭೇಟಿ ನೀಡದೆ ಕಚೇರಿಯಲ್ಲೇ ಕುಳಿತು ವರದಿ ಸಿದ್ಧಪಡಿಸಲಾಗಿದೆ ಎಂಬ ಆರೋಪಗಳಿವೆ. ಸರ್ಕಾರ ಈ ವರದಿಯನ್ನು ತಿರಸ್ಕರಿಸಿ ಹೊಸದಾಗಿ ವೈಜ್ಞಾನಿಕವಾಗಿ ಸಮೀಕ್ಷೆ ನಡೆಸಬೇಕು. ಎಲ್ಲಾ ಸಮುದಾಯಗಳಿಗೂ ನ್ಯಾಯ ಒದಗಿಸುವ ನಿಟ್ಟಿನಲ್ಲಿ ಸರ್ಕಾರ ಕ್ರಮ ಕೈಗೊಳ್ಳಬೇಕು ಎಂದು ಆಗ್ರಹಿಸಿದರು. 2015ರಲ್ಲಿ ಇದ್ದ ಪರಿಸ್ಥಿತಿ ಹತ್ತು ವರ್ಷಗಳ ನಂತರ ಅದೇ ರೀತಿ ಇರಲು ಸಾಧ್ಯವಿಲ್ಲ. ಆದ್ದರಿಂದ ಈ ವರದಿಯ ಆಧಾರದ ಮೇಲೆ ಮೀಸಲಾತಿ ನಿಗದಿಪಡಿಸುವುದು ಸರಿಯಲ್ಲ. ಪ್ರಜಾಪ್ರಭುತ್ವದಲ್ಲಿ ಎಲ್ಲರ ಅಭಿಪ್ರಾಯ ಪಡೆದು ತೀರ್ಮಾನ ಕೈಗೊಳ್ಳಬೇಕು.: [647, 1529, 948, 1769]
issue-date: 16.4.2025: [1340, 61, 1402, 76]
arrest-text: ಕರ್ನಾಟಕ ತಮಿಳುನಾಡು ಗಡಿ ಚಾಮರಾಜನಗರ ಜಿಲ್ಲೆ ಹಿಡಿಯೊಂದಿರುವ ತಮಿಳುನಾಡಿನ ತಾಳವಾಡಿ ಸಮೀಪದ ದೊಡ್ಡಗಾಜನೂರಿನಲ್ಲಿ ನಡೆದಿದ್ದ ಜೋಡಿ ಕೊಲೆ ಪ್ರಕರಣವನ್ನು ಭೇದಿಸುವಲ್ಲಿ ತಾಳವಾಡಿ ಪೊಲೀಸರು ಯಶಸ್ವಿಯಾಗಿದ್ದು, ಮೂವರನ್ನು ಬಂಧಿಸಿದ್ದಾರೆ. ದೊಡ್ಡಗಾಜನೂರಿನಲ್ಲಿ ವೃದ್ಧ ದಂಪತಿಗಳನ್ನು ಕೊಲೆ ಮಾಡಿ ಚಿನ್ನಾಭರಣ ದೋಚಿ ಪರಾರಿಯಾಗಿದ್ದ ಆರೋಪಿಗಳನ್ನು ಬಂಧಿಸಲು ವಿಶೇಷ ತಂಡ ರಚಿಸಲಾಗಿತ್ತು. ಆರೋಪಿಗಳಿಂದ ಕೃತ್ಯಕ್ಕೆ ಬಳಸಿದ ಮಾರಕಾಸ್ತ್ರಗಳು ಹಾಗೂ ಚಿನ್ನಾಭರಣಗಳನ್ನು ವಶಕ್ಕೆ ಪಡೆಯಲಾಗಿದೆ ಎಂದು ಪೊಲೀಸರು ತಿಳಿಸಿದ್ದಾರೆ.: [10, 626, 333, 736]
caste-census-headline: ಅವೈಜ್ಞಾನಿಕ ಸ್ವರೂಪದ ಜಾತಿಗಣತಿ ವರದಿ ಅಂಗೀಕಾರಾರ್ಹವಲ್ಲ: [483, 1274, 1142, 1311]
village-culture-body: [343, 685, 623, 1251]
shyamasundar-body: [1300, 706, 1515, 1202]
